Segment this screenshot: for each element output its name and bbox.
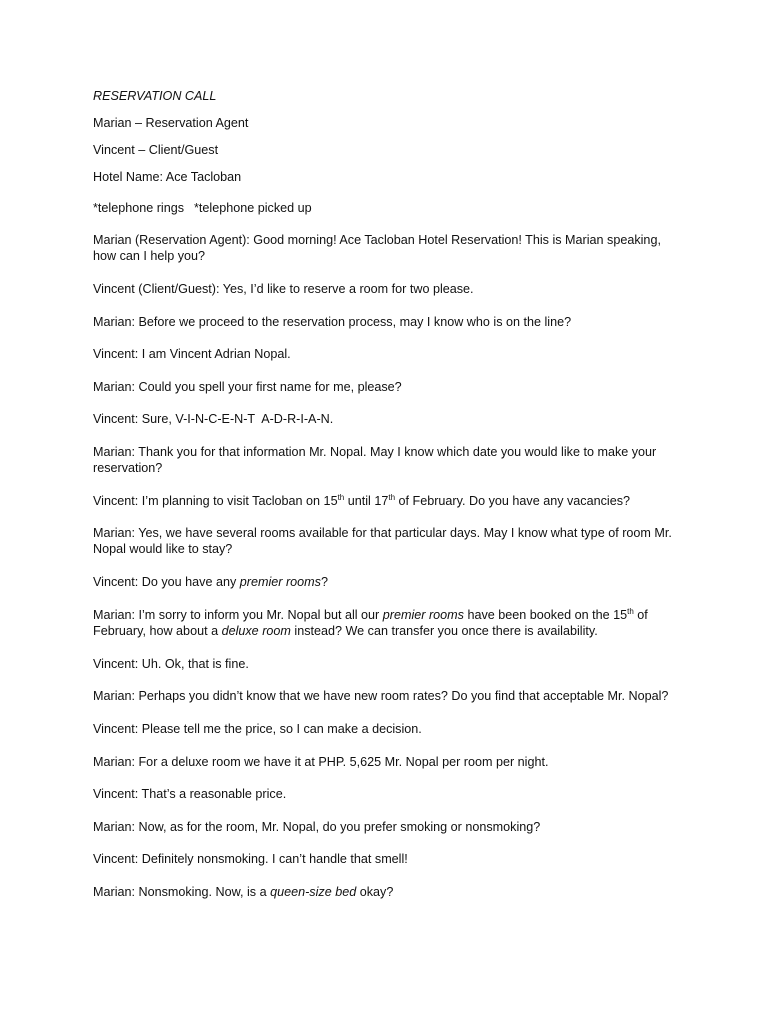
dialogue-line (93, 574, 683, 590)
dialogue-line: Vincent: That’s a reasonable price. (93, 787, 287, 801)
dialogue-line (93, 493, 683, 509)
dialogue-text: have been booked on the 15 (463, 607, 628, 622)
dialogue-line: Vincent: I am Vincent Adrian Nopal. (93, 347, 291, 361)
dialogue-text: of February, how about a (93, 607, 648, 638)
stage-direction-ring: *telephone rings (93, 201, 185, 215)
cast-agent: Marian – Reservation Agent (93, 116, 249, 130)
ordinal-suffix: th (627, 606, 634, 616)
dialogue-text: Marian: I’m sorry to inform you Mr. Nopal but all our (93, 607, 383, 622)
dialogue-line: Marian: Now, as for the room, Mr. Nopal, do you prefer smoking or nonsmoking? (93, 819, 541, 834)
document-body (93, 88, 683, 916)
dialogue-line: Vincent: Please tell me the price, so I can make a decision. (93, 722, 422, 736)
dialogue-line: Marian: Perhaps you didn’t know that we have new room rates? Do you find that acceptable Mr. Nopal? (93, 689, 669, 703)
dialogue-line: Marian: Before we proceed to the reservation process, may I know who is on the line? (93, 314, 572, 329)
dialogue-line: Marian: Could you spell your first name for me, please? (93, 379, 402, 394)
dialogue-line: Vincent: Sure, V-I-N-C-E-N-T A-D-R-I-A-N. (93, 412, 334, 426)
dialogue-text: instead? We can transfer you once there is availability. (290, 623, 598, 638)
dialogue-line: Marian: For a deluxe room we have it at PHP. 5,625 Mr. Nopal per room per night. (93, 754, 549, 769)
dialogue-line: Marian (Reservation Agent): Good morning! Ace Tacloban Hotel Reservation! This is Marian speaking, how can I help you? (93, 233, 661, 263)
document-title: RESERVATION CALL (93, 89, 217, 103)
dialogue-text: ? (320, 575, 328, 589)
hotel-name: Hotel Name: Ace Tacloban (93, 170, 242, 184)
ordinal-suffix: th (388, 492, 396, 502)
dialogue-line: Marian: Thank you for that information Mr. Nopal. May I know which date you would like to make your reservation? (93, 444, 657, 475)
dialogue-line: Vincent: Uh. Ok, that is fine. (93, 656, 249, 671)
dialogue-line: Vincent (Client/Guest): Yes, I’d like to reserve a room for two please. (93, 282, 474, 296)
dialogue-line: Marian: Yes, we have several rooms available for that particular days. May I know what type of room Mr. Nopal would like to stay? (93, 526, 672, 556)
dialogue-line: Vincent: Definitely nonsmoking. I can’t handle that smell! (93, 852, 408, 866)
dialogue-text: Marian: Nonsmoking. Now, is a (93, 884, 271, 899)
emphasis-text: premier rooms (382, 607, 464, 622)
dialogue-text: okay? (356, 884, 394, 899)
ordinal-suffix: th (337, 492, 345, 502)
dialogue-text: until 17 (344, 493, 389, 508)
dialogue-line (93, 884, 683, 900)
emphasis-text: premier rooms (239, 575, 321, 589)
dialogue-text: Vincent: I’m planning to visit Tacloban on 15 (93, 493, 338, 508)
dialogue-line (93, 607, 683, 639)
emphasis-text: deluxe room (221, 623, 291, 638)
dialogue-text: of February. Do you have any vacancies? (395, 493, 631, 508)
dialogue-text: Vincent: Do you have any (93, 575, 240, 589)
emphasis-text: queen-size bed (270, 884, 357, 899)
stage-directions (93, 200, 683, 216)
cast-guest: Vincent – Client/Guest (93, 143, 219, 157)
stage-direction-pickup: *telephone picked up (194, 201, 312, 215)
